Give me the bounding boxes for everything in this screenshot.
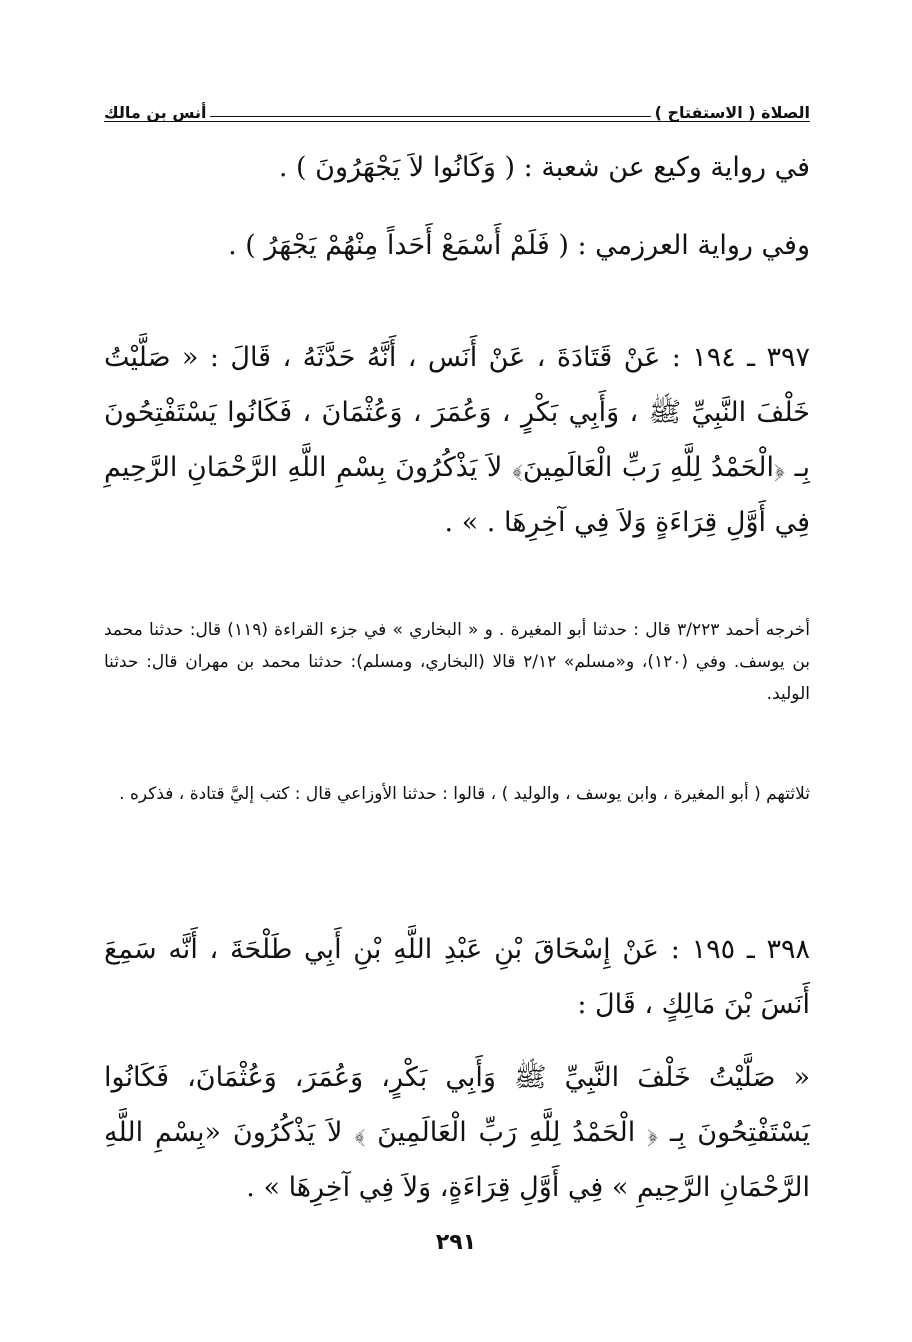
page-number: ٢٩١ (435, 1230, 477, 1255)
hadith-398-intro: ٣٩٨ ـ ١٩٥ : عَنْ إِسْحَاقَ بْنِ عَبْدِ اللَّهِ بْنِ أَبِي طَلْحَةَ ، أَنَّه سَمِعَ أَنَسَ بْنَ مَالِكٍ ، قَالَ : (104, 934, 810, 1020)
footnote-takhrij: أخرجه أحمد ٣/٢٢٣ قال : حدثنا أبو المغيرة . و « البخاري » في جزء القراءة (١١٩) قال: حدثنا محمد بن يوسف. وفي (١٢٠)، و«مسلم» ٢/١٢ قالا (البخاري، ومسلم): حدثنا محمد بن مهران قال: حدثنا الوليد. (104, 620, 810, 704)
header-book-title: أنس بن مالك (104, 103, 207, 122)
hadith-397: ٣٩٧ ـ ١٩٤ : عَنْ قَتَادَةَ ، عَنْ أَنَس ، أَنَّهُ حَدَّثَهُ ، قَالَ : « صَلَّيْتُ خَلْفَ النَّبِيِّ ﷺ ، وَأَبِي بَكْرٍ ، وَعُمَرَ ، وَعُثْمَانَ ، فَكَانُوا يَسْتَفْتِحُونَ بِـ ﴿الْحَمْدُ لِلَّهِ رَبِّ الْعَالَمِينَ﴾ لاَ يَذْكُرُونَ بِسْمِ اللَّهِ الرَّحْمَانِ الرَّحِيمِ فِي أَوَّلِ قِرَاءَةٍ وَلاَ فِي آخِرِهَا . » . (104, 342, 810, 538)
paragraph-arzami-narration: وفي رواية العرزمي : ( فَلَمْ أَسْمَعْ أَحَداً مِنْهُمْ يَجْهَرُ ) . (228, 230, 810, 261)
hadith-398-text: « صَلَّيْتُ خَلْفَ النَّبِيِّ ﷺ وَأَبِي بَكْرٍ، وَعُمَرَ، وَعُثْمَانَ، فَكَانُوا يَسْتَفْتِحُونَ بِـ ﴿ الْحَمْدُ لِلَّهِ رَبِّ الْعَالَمِينَ ﴾ لاَ يَذْكُرُونَ «بِسْمِ اللَّهِ الرَّحْمَانِ الرَّحِيمِ » فِي أَوَّلِ قِرَاءَةٍ، وَلاَ فِي آخِرِهَا » . (104, 1062, 810, 1203)
header-rule (210, 116, 650, 117)
header-chapter-title: الصلاة ( الاستفتاح ) (654, 103, 810, 122)
footnote-chain: ثلاثتهم ( أبو المغيرة ، وابن يوسف ، والوليد ) ، قالوا : حدثنا الأوزاعي قال : كتب إليَّ قتادة ، فذكره . (119, 784, 810, 804)
paragraph-waki-narration: في رواية وكيع عن شعبة : ( وَكَانُوا لاَ يَجْهَرُونَ ) . (278, 152, 810, 183)
running-header (104, 86, 810, 122)
header-underline (104, 121, 810, 122)
